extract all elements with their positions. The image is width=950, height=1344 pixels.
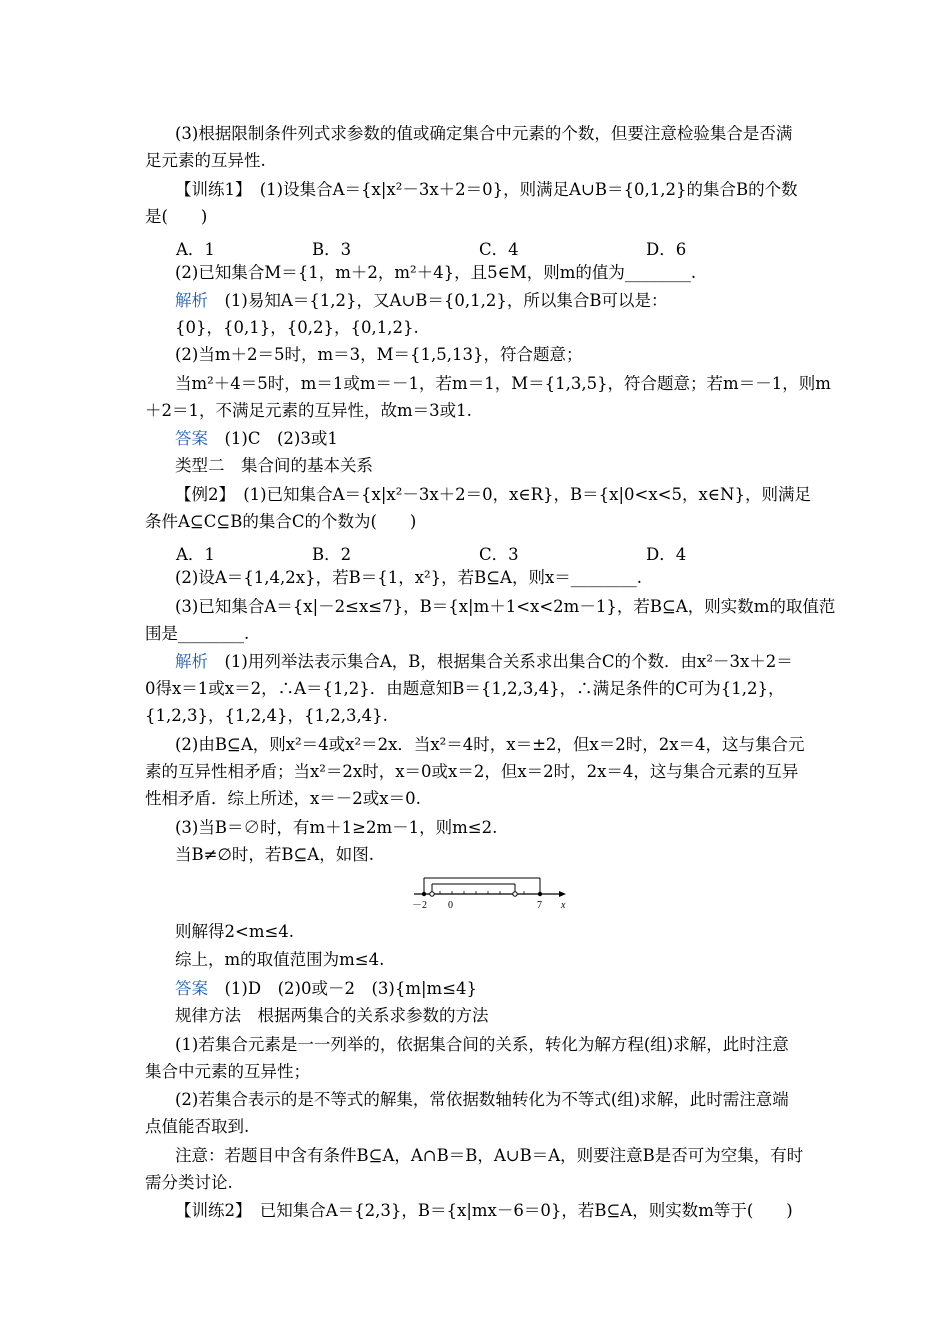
text-line: (3)已知集合A＝{x|－2≤x≤7}，B＝{x|m＋1<x<2m－1}，若B⊆A，则实数m的取值范 — [175, 597, 836, 616]
text-line: 当B≠∅时，若B⊆A，如图. — [175, 845, 374, 864]
text-line: 当m²＋4＝5时，m＝1或m＝－1，若m＝1，M＝{1,3,5}，符合题意；若m＝－1，则m — [175, 374, 831, 393]
text-line: 点值能否取到. — [145, 1117, 250, 1136]
text-line: 集合中元素的互异性； — [145, 1062, 310, 1081]
choice-b: B．2 — [312, 545, 352, 564]
text-line: 则解得2<m≤4. — [175, 922, 295, 941]
closed-endpoint — [538, 892, 542, 896]
tick-label: 0 — [448, 900, 453, 911]
text-line: (2)设A＝{1,4,2x}，若B＝{1，x²}，若B⊆A，则x＝________. — [175, 568, 643, 587]
text-line: (3)当B＝∅时，有m＋1≥2m－1，则m≤2. — [175, 818, 498, 837]
text-line: 需分类讨论. — [145, 1173, 233, 1192]
text-line: (2)当m＋2＝5时，m＝3，M＝{1,5,13}，符合题意； — [175, 345, 583, 364]
text-line: 足元素的互异性. — [145, 151, 266, 170]
text-line: (2)若集合表示的是不等式的解集，常依据数轴转化为不等式(组)求解，此时需注意端 — [175, 1090, 789, 1109]
text-line: 围是________. — [145, 624, 250, 643]
open-endpoint — [513, 892, 517, 896]
text-line: 性相矛盾．综上所述，x＝－2或x＝0. — [145, 789, 421, 808]
answer-line — [175, 429, 338, 451]
answer-label: 答案 — [175, 979, 208, 998]
analysis-line — [175, 291, 668, 313]
choice-c: C．4 — [479, 240, 519, 259]
number-line-figure — [410, 872, 575, 912]
text-line: (1)若集合元素是一一列举的，依据集合间的关系，转化为解方程(组)求解，此时注意 — [175, 1035, 789, 1054]
text-line: 【例2】 (1)已知集合A＝{x|x²－3x＋2＝0，x∈R}，B＝{x|0<x<5，x∈N}，则满足 — [175, 485, 811, 504]
open-endpoint — [430, 892, 434, 896]
choice-d: D．4 — [646, 545, 687, 564]
text-line: (2)由B⊆A，则x²＝4或x²＝2x．当x²＝4时，x＝±2，但x＝2时，2x＝4，这与集合元 — [175, 735, 805, 754]
answer-line — [175, 979, 477, 1001]
text-line: 【训练1】 (1)设集合A＝{x|x²－3x＋2＝0}，则满足A∪B＝{0,1,2}的集合B的个数 — [175, 180, 798, 199]
answer-label: 答案 — [175, 429, 208, 448]
text-line: (2)已知集合M＝{1，m＋2，m²＋4}，且5∈M，则m的值为________. — [175, 263, 697, 282]
text-span: (1)易知A＝{1,2}，又A∪B＝{0,1,2}，所以集合B可以是： — [224, 291, 668, 310]
tick-label: －2 — [412, 900, 427, 911]
analysis-label: 解析 — [175, 652, 208, 671]
text-line: (3)根据限制条件列式求参数的值或确定集合中元素的个数，但要注意检验集合是否满 — [175, 124, 793, 143]
text-line: 综上，m的取值范围为m≤4. — [175, 950, 385, 969]
section-heading: 规律方法 根据两集合的关系求参数的方法 — [175, 1006, 489, 1025]
text-line: 【训练2】 已知集合A＝{2,3}，B＝{x|mx－6＝0}，若B⊆A，则实数m等于( ) — [175, 1201, 793, 1220]
choice-d: D．6 — [646, 240, 687, 259]
analysis-label: 解析 — [175, 291, 208, 310]
choice-c: C．3 — [479, 545, 519, 564]
text-span: (1)C (2)3或1 — [224, 429, 338, 448]
text-line: 注意：若题目中含有条件B⊆A，A∩B＝B，A∪B＝A，则要注意B是否可为空集，有时 — [175, 1146, 804, 1165]
text-line: ＋2＝1，不满足元素的互异性，故m＝3或1. — [145, 401, 472, 420]
text-span: (1)D (2)0或－2 (3){m|m≤4} — [224, 979, 478, 998]
choice-a: A．1 — [176, 240, 215, 259]
closed-endpoint — [422, 892, 426, 896]
text-line: 条件A⊆C⊆B的集合C的个数为( ) — [145, 512, 417, 531]
text-line: 素的互异性相矛盾；当x²＝2x时，x＝0或x＝2，但x＝2时，2x＝4，这与集合元素的互异 — [145, 762, 799, 781]
choice-a: A．1 — [176, 545, 215, 564]
analysis-line — [175, 652, 793, 674]
text-span: (1)用列举法表示集合A，B，根据集合关系求出集合C的个数．由x²－3x＋2＝ — [224, 652, 793, 671]
text-line: {1,2,3}，{1,2,4}，{1,2,3,4}. — [145, 706, 388, 725]
text-line: {0}，{0,1}，{0,2}，{0,1,2}. — [175, 318, 419, 337]
text-line: 0得x＝1或x＝2，∴A＝{1,2}．由题意知B＝{1,2,3,4}，∴满足条件的C可为{1,2}， — [145, 679, 785, 698]
axis-arrow-icon — [559, 891, 566, 897]
section-heading: 类型二 集合间的基本关系 — [175, 456, 373, 475]
choice-b: B．3 — [312, 240, 352, 259]
text-line: 是( ) — [145, 207, 208, 226]
tick-label: 7 — [537, 900, 542, 911]
axis-variable-label: x — [561, 900, 566, 911]
